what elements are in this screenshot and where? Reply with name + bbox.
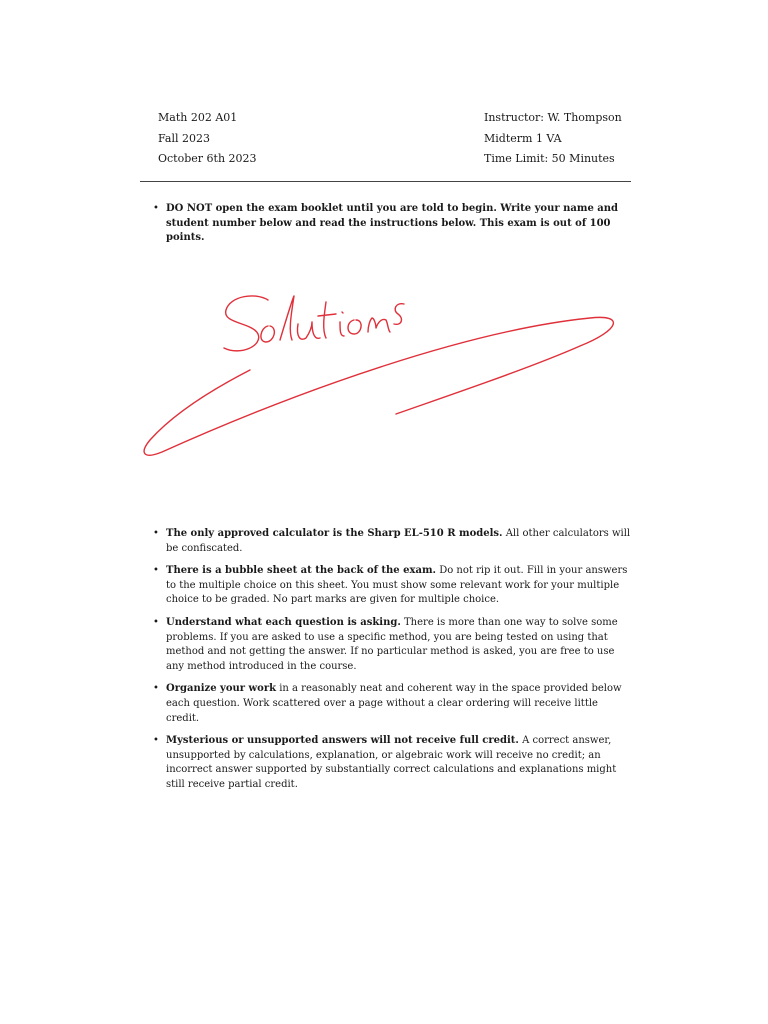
- signature-letter-t: [318, 302, 336, 338]
- bullet-dot: •: [153, 528, 159, 539]
- instruction-bold: Organize your work: [166, 683, 277, 695]
- instruction-list: [153, 527, 633, 801]
- instruction-text: There is more than one way to solve some problems. If you are asked to use a specific method, you are being tested on using that method and not getting the answer. If no particular method is asked, you are free to use any method introduced in the course.: [166, 616, 618, 672]
- instruction-text: A correct answer, unsupported by calculations, explanation, or algebraic work will receive no credit; an incorrect answer supported by substantially correct calculations and explanations might still receive partial credit.: [166, 735, 617, 790]
- instructor: Instructor: W. Thompson: [484, 111, 622, 124]
- signature-letter-i: [340, 312, 344, 336]
- instruction-text: All other calculators will be confiscated.: [166, 528, 631, 554]
- term: Fall 2023: [158, 131, 210, 145]
- time-limit: Time Limit: 50 Minutes: [484, 152, 615, 165]
- bullet-dot: •: [153, 565, 159, 577]
- bullet-dot: •: [153, 735, 159, 747]
- signature-letter-u: [297, 322, 320, 339]
- instruction-bold: There is a bubble sheet at the back of the exam.: [166, 565, 437, 577]
- course-code: Math 202 A01: [158, 111, 238, 124]
- instruction-item: [153, 564, 633, 608]
- bullet-dot: •: [153, 616, 159, 628]
- instruction-bold: The only approved calculator is the Sharp EL-510 R models.: [166, 528, 503, 539]
- exam-date: October 6th 2023: [158, 152, 257, 165]
- signature-letter-l: [280, 296, 294, 340]
- signature-letter-s: [224, 296, 268, 351]
- bullet-dot: •: [153, 203, 159, 214]
- instruction-text: in a reasonably neat and coherent way in the space provided below each question. Work scattered over a page without a clear ordering will receive little credit.: [166, 683, 622, 724]
- instruction-item: [153, 734, 633, 792]
- instruction-bold: Understand what each question is asking.: [166, 616, 401, 628]
- signature-letter-o2: [348, 320, 361, 334]
- exam-name: Midterm 1 VA: [484, 131, 562, 145]
- signature-letter-s2: [394, 304, 404, 325]
- signature-letter-o: [261, 326, 274, 342]
- instruction-item: [153, 682, 633, 726]
- signature-flourish: [144, 317, 613, 455]
- signature-letter-n: [368, 318, 390, 332]
- bullet-dot: •: [153, 683, 159, 695]
- instruction-item: [153, 527, 633, 556]
- instruction-item: [153, 616, 633, 674]
- instruction-text: Do not rip it out. Fill in your answers to the multiple choice on this sheet. You must show some relevant work for your multiple choice to be graded. No part marks are given for multiple choice.: [166, 565, 628, 606]
- intro-text: DO NOT open the exam booklet until you are told to begin. Write your name and student number below and read the instructions below. This exam is out of 100 points.: [166, 203, 619, 244]
- instruction-bold: Mysterious or unsupported answers will not receive full credit.: [166, 735, 519, 747]
